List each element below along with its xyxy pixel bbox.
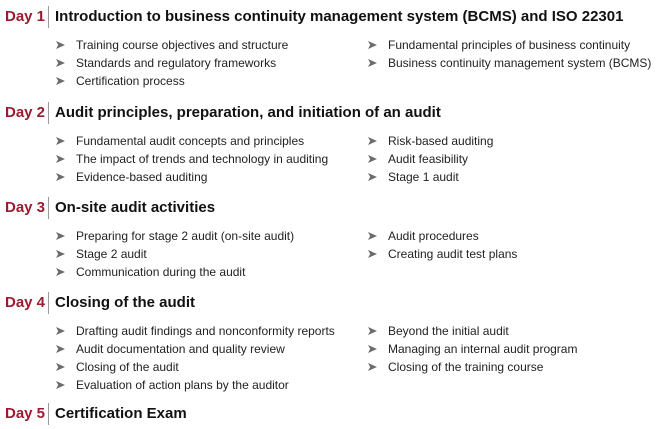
topic-item: Fundamental audit concepts and principles [56, 132, 356, 150]
chevron-right-arrow-icon [368, 245, 378, 263]
topic-item: Stage 2 audit [56, 245, 356, 263]
chevron-right-arrow-icon [56, 376, 66, 394]
chevron-right-arrow-icon [56, 168, 66, 186]
day-header [0, 293, 662, 313]
topic-item: Closing of the training course [368, 358, 662, 376]
topic-list-left [56, 227, 356, 281]
day-header [0, 7, 662, 27]
chevron-right-arrow-icon [56, 150, 66, 168]
chevron-right-arrow-icon [56, 54, 66, 72]
header-divider [48, 403, 49, 425]
header-divider [48, 6, 49, 28]
topic-item: Communication during the audit [56, 263, 356, 281]
header-divider [48, 197, 49, 219]
chevron-right-arrow-icon [56, 72, 66, 90]
topic-item: Training course objectives and structure [56, 36, 356, 54]
day-title: On-site audit activities [55, 199, 216, 216]
chevron-right-arrow-icon [56, 263, 66, 281]
chevron-right-arrow-icon [368, 132, 378, 150]
topic-list-left [56, 36, 356, 90]
chevron-right-arrow-icon [56, 245, 66, 263]
topic-item: Drafting audit findings and nonconformity reports [56, 322, 356, 340]
day-header [0, 198, 662, 218]
topic-item: Standards and regulatory frameworks [56, 54, 356, 72]
topic-item: Audit documentation and quality review [56, 340, 356, 358]
topic-item: Risk-based auditing [368, 132, 662, 150]
topic-item: Certification process [56, 72, 356, 90]
chevron-right-arrow-icon [56, 227, 66, 245]
topic-item: Beyond the initial audit [368, 322, 662, 340]
header-divider [48, 102, 49, 124]
day-title: Audit principles, preparation, and initiation of an audit [55, 104, 441, 121]
topic-item: Closing of the audit [56, 358, 356, 376]
chevron-right-arrow-icon [56, 36, 66, 54]
topic-item: Evidence-based auditing [56, 168, 356, 186]
day-label: Day 3 [5, 199, 46, 216]
chevron-right-arrow-icon [368, 150, 378, 168]
chevron-right-arrow-icon [368, 358, 378, 376]
chevron-right-arrow-icon [368, 36, 378, 54]
topic-item: Managing an internal audit program [368, 340, 662, 358]
chevron-right-arrow-icon [56, 322, 66, 340]
topic-item: Creating audit test plans [368, 245, 662, 263]
topic-item: Evaluation of action plans by the auditor [56, 376, 356, 394]
topic-list-right [368, 36, 662, 72]
day-title: Closing of the audit [55, 294, 195, 311]
chevron-right-arrow-icon [368, 227, 378, 245]
day-label: Day 2 [5, 104, 46, 121]
chevron-right-arrow-icon [368, 54, 378, 72]
topic-item: Fundamental principles of business continuity [368, 36, 662, 54]
topic-list-left [56, 132, 356, 186]
topic-list-left [56, 322, 356, 394]
topic-list-right [368, 227, 662, 263]
day-label: Day 5 [5, 405, 46, 422]
chevron-right-arrow-icon [56, 358, 66, 376]
topic-list-right [368, 322, 662, 376]
topic-item: The impact of trends and technology in auditing [56, 150, 356, 168]
topic-item: Business continuity management system (BCMS) [368, 54, 662, 72]
topic-item: Audit feasibility [368, 150, 662, 168]
topic-item: Stage 1 audit [368, 168, 662, 186]
day-label: Day 4 [5, 294, 46, 311]
day-label: Day 1 [5, 8, 46, 25]
topic-item: Preparing for stage 2 audit (on-site audit) [56, 227, 356, 245]
chevron-right-arrow-icon [368, 340, 378, 358]
day-title: Certification Exam [55, 405, 187, 422]
chevron-right-arrow-icon [56, 132, 66, 150]
day-title: Introduction to business continuity management system (BCMS) and ISO 22301 [55, 8, 624, 25]
day-header [0, 103, 662, 123]
chevron-right-arrow-icon [368, 168, 378, 186]
chevron-right-arrow-icon [368, 322, 378, 340]
chevron-right-arrow-icon [56, 340, 66, 358]
topic-item: Audit procedures [368, 227, 662, 245]
topic-list-right [368, 132, 662, 186]
day-header [0, 404, 662, 424]
header-divider [48, 292, 49, 314]
